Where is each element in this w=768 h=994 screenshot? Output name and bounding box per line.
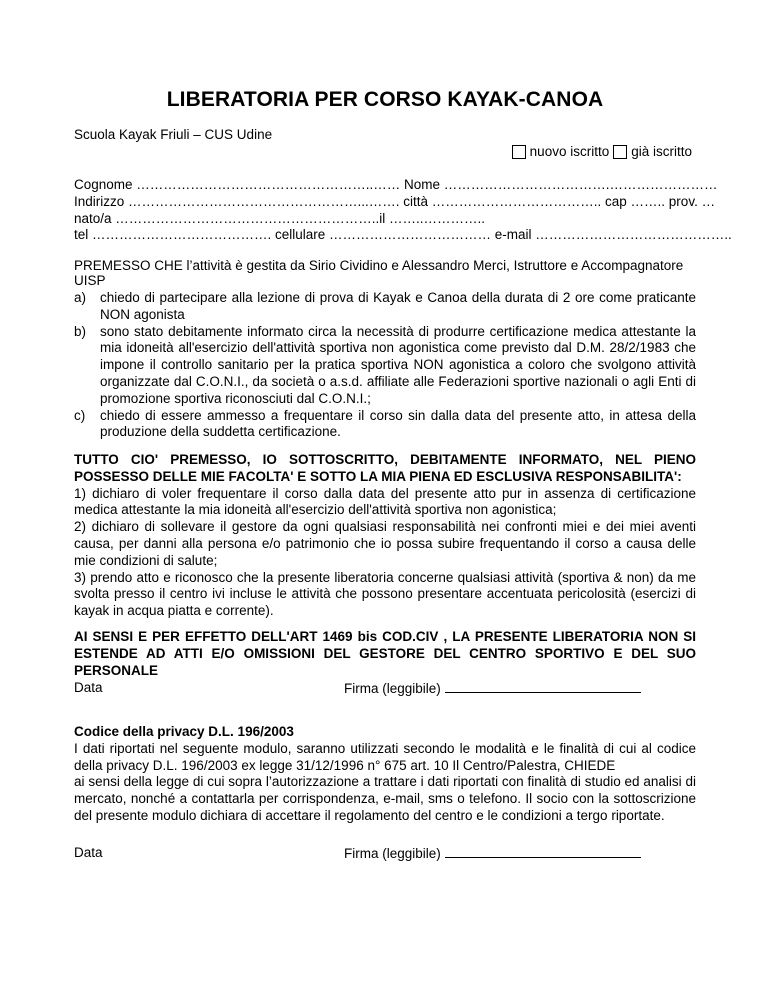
- declaration-item: 3) prendo atto e riconosco che la presente liberatoria concerne qualsiasi attività (sportiva & non) da me svolta presso il centro ivi incluse le attività che possono presentare accentuata pericolosità (esercizi di kayak in acqua piatta e corrente).: [74, 569, 696, 619]
- signature-line[interactable]: [445, 845, 641, 858]
- personal-data-fields: [74, 177, 732, 244]
- list-item: [74, 408, 696, 442]
- privacy-heading: Codice della privacy D.L. 196/2003: [74, 724, 294, 739]
- address-line[interactable]: Indirizzo ……………………………………………...……. città ……………………………….. cap …….. prov. …: [74, 193, 716, 209]
- request-list: [74, 290, 696, 441]
- list-item: [74, 324, 696, 408]
- signature-label: Firma (leggibile): [344, 681, 441, 696]
- declaration-item: 1) dichiaro di voler frequentare il corso dalla data del presente atto pur in assenza di certificazione medica attestante la mia idoneità all'esercizio dell'attività sportiva non agonistica;: [74, 485, 696, 518]
- date-label: Data: [74, 680, 103, 695]
- declaration-heading: TUTTO CIO' PREMESSO, IO SOTTOSCRITTO, DEBITAMENTE INFORMATO, NEL PIENO POSSESSO DELLE MIE FACOLTA' E SOTTO LA MIA PIENA ED ESCLUSIVA RESPONSABILITA':: [74, 452, 696, 484]
- privacy-section: [74, 724, 696, 825]
- existing-member-checkbox[interactable]: [613, 145, 627, 159]
- new-member-label: nuovo iscritto: [529, 144, 610, 159]
- privacy-paragraph: ai sensi della legge di cui sopra l’autorizzazione a trattare i dati riportati con finalità di studio ed analisi di mercato, nonché a contattarla per corrispondenza, e-mail, sms o telefono. Il socio con la sottoscrizione del presente modulo dichiara di accettare il regolamento del centro e le condizioni a tergo riportate.: [74, 774, 696, 823]
- declaration-section: [74, 452, 696, 620]
- item-letter: c): [74, 407, 86, 423]
- item-text: chiedo di essere ammesso a frequentare il corso sin dalla data del presente atto, in attesa della produzione della suddetta certificazione.: [100, 407, 696, 440]
- enrollment-status: [512, 144, 696, 159]
- signature-line[interactable]: [445, 680, 641, 693]
- signature-label: Firma (leggibile): [344, 846, 441, 861]
- school-name: Scuola Kayak Friuli – CUS Udine: [74, 127, 273, 142]
- contact-line[interactable]: tel …………………………………. cellulare ……………………………… e-mail ……………………………………..: [74, 227, 732, 243]
- list-item: [74, 290, 696, 324]
- privacy-paragraph: I dati riportati nel seguente modulo, saranno utilizzati secondo le modalità e le finalità di cui al codice della privacy D.L. 196/2003 ex legge 31/12/1996 n° 675 art. 10 Il Centro/Palestra, CHIEDE: [74, 740, 696, 773]
- existing-member-label: già iscritto: [631, 144, 692, 159]
- new-member-checkbox[interactable]: [512, 145, 526, 159]
- item-text: sono stato debitamente informato circa la necessità di produrre certificazione medica attestante la mia idoneità all'esercizio dell'attività sportiva non agonistica come previsto dal D.M. 28/2/1983 che impone il controllo sanitario per la pratica sportiva NON agonistica a coloro che svolgono attività organizzate dal C.O.N.I., da società o a.s.d. affiliate alle Federazioni sportive nazionali o agli Enti di promozione sportiva riconosciuti dal C.O.N.I.;: [100, 323, 696, 406]
- birth-line[interactable]: nato/a …………………………………………………..il ……..…………..: [74, 210, 486, 226]
- declaration-item: 2) dichiaro di sollevare il gestore da ogni qualsiasi responsabilità nei confronti miei e dei miei aventi causa, per danni alla persona e/o patrimonio che io possa subire frequentando il corso a causa delle mie condizioni di salute;: [74, 519, 696, 568]
- document-title: LIBERATORIA PER CORSO KAYAK-CANOA: [166, 88, 604, 111]
- item-letter: a): [74, 290, 87, 305]
- item-text: chiedo di partecipare alla lezione di prova di Kayak e Canoa della durata di 2 ore come praticante NON agonista: [100, 290, 696, 322]
- signature-field: [344, 680, 641, 696]
- legal-notice: AI SENSI E PER EFFETTO DELL'ART 1469 bis COD.CIV , LA PRESENTE LIBERATORIA NON SI ESTENDE AD ATTI E/O OMISSIONI DEL GESTORE DEL CENTRO SPORTIVO E DEL SUO PERSONALE: [74, 629, 696, 678]
- date-label: Data: [74, 845, 103, 860]
- premise-text: PREMESSO CHE l’attività è gestita da Sirio Cividino e Alessandro Merci, Istruttore e Accompagnatore UISP: [74, 258, 684, 288]
- surname-name-line[interactable]: Cognome ……………………………………………..…… Nome ……………………………….……………………: [74, 177, 718, 192]
- signature-field: [344, 845, 641, 861]
- item-letter: b): [74, 323, 87, 339]
